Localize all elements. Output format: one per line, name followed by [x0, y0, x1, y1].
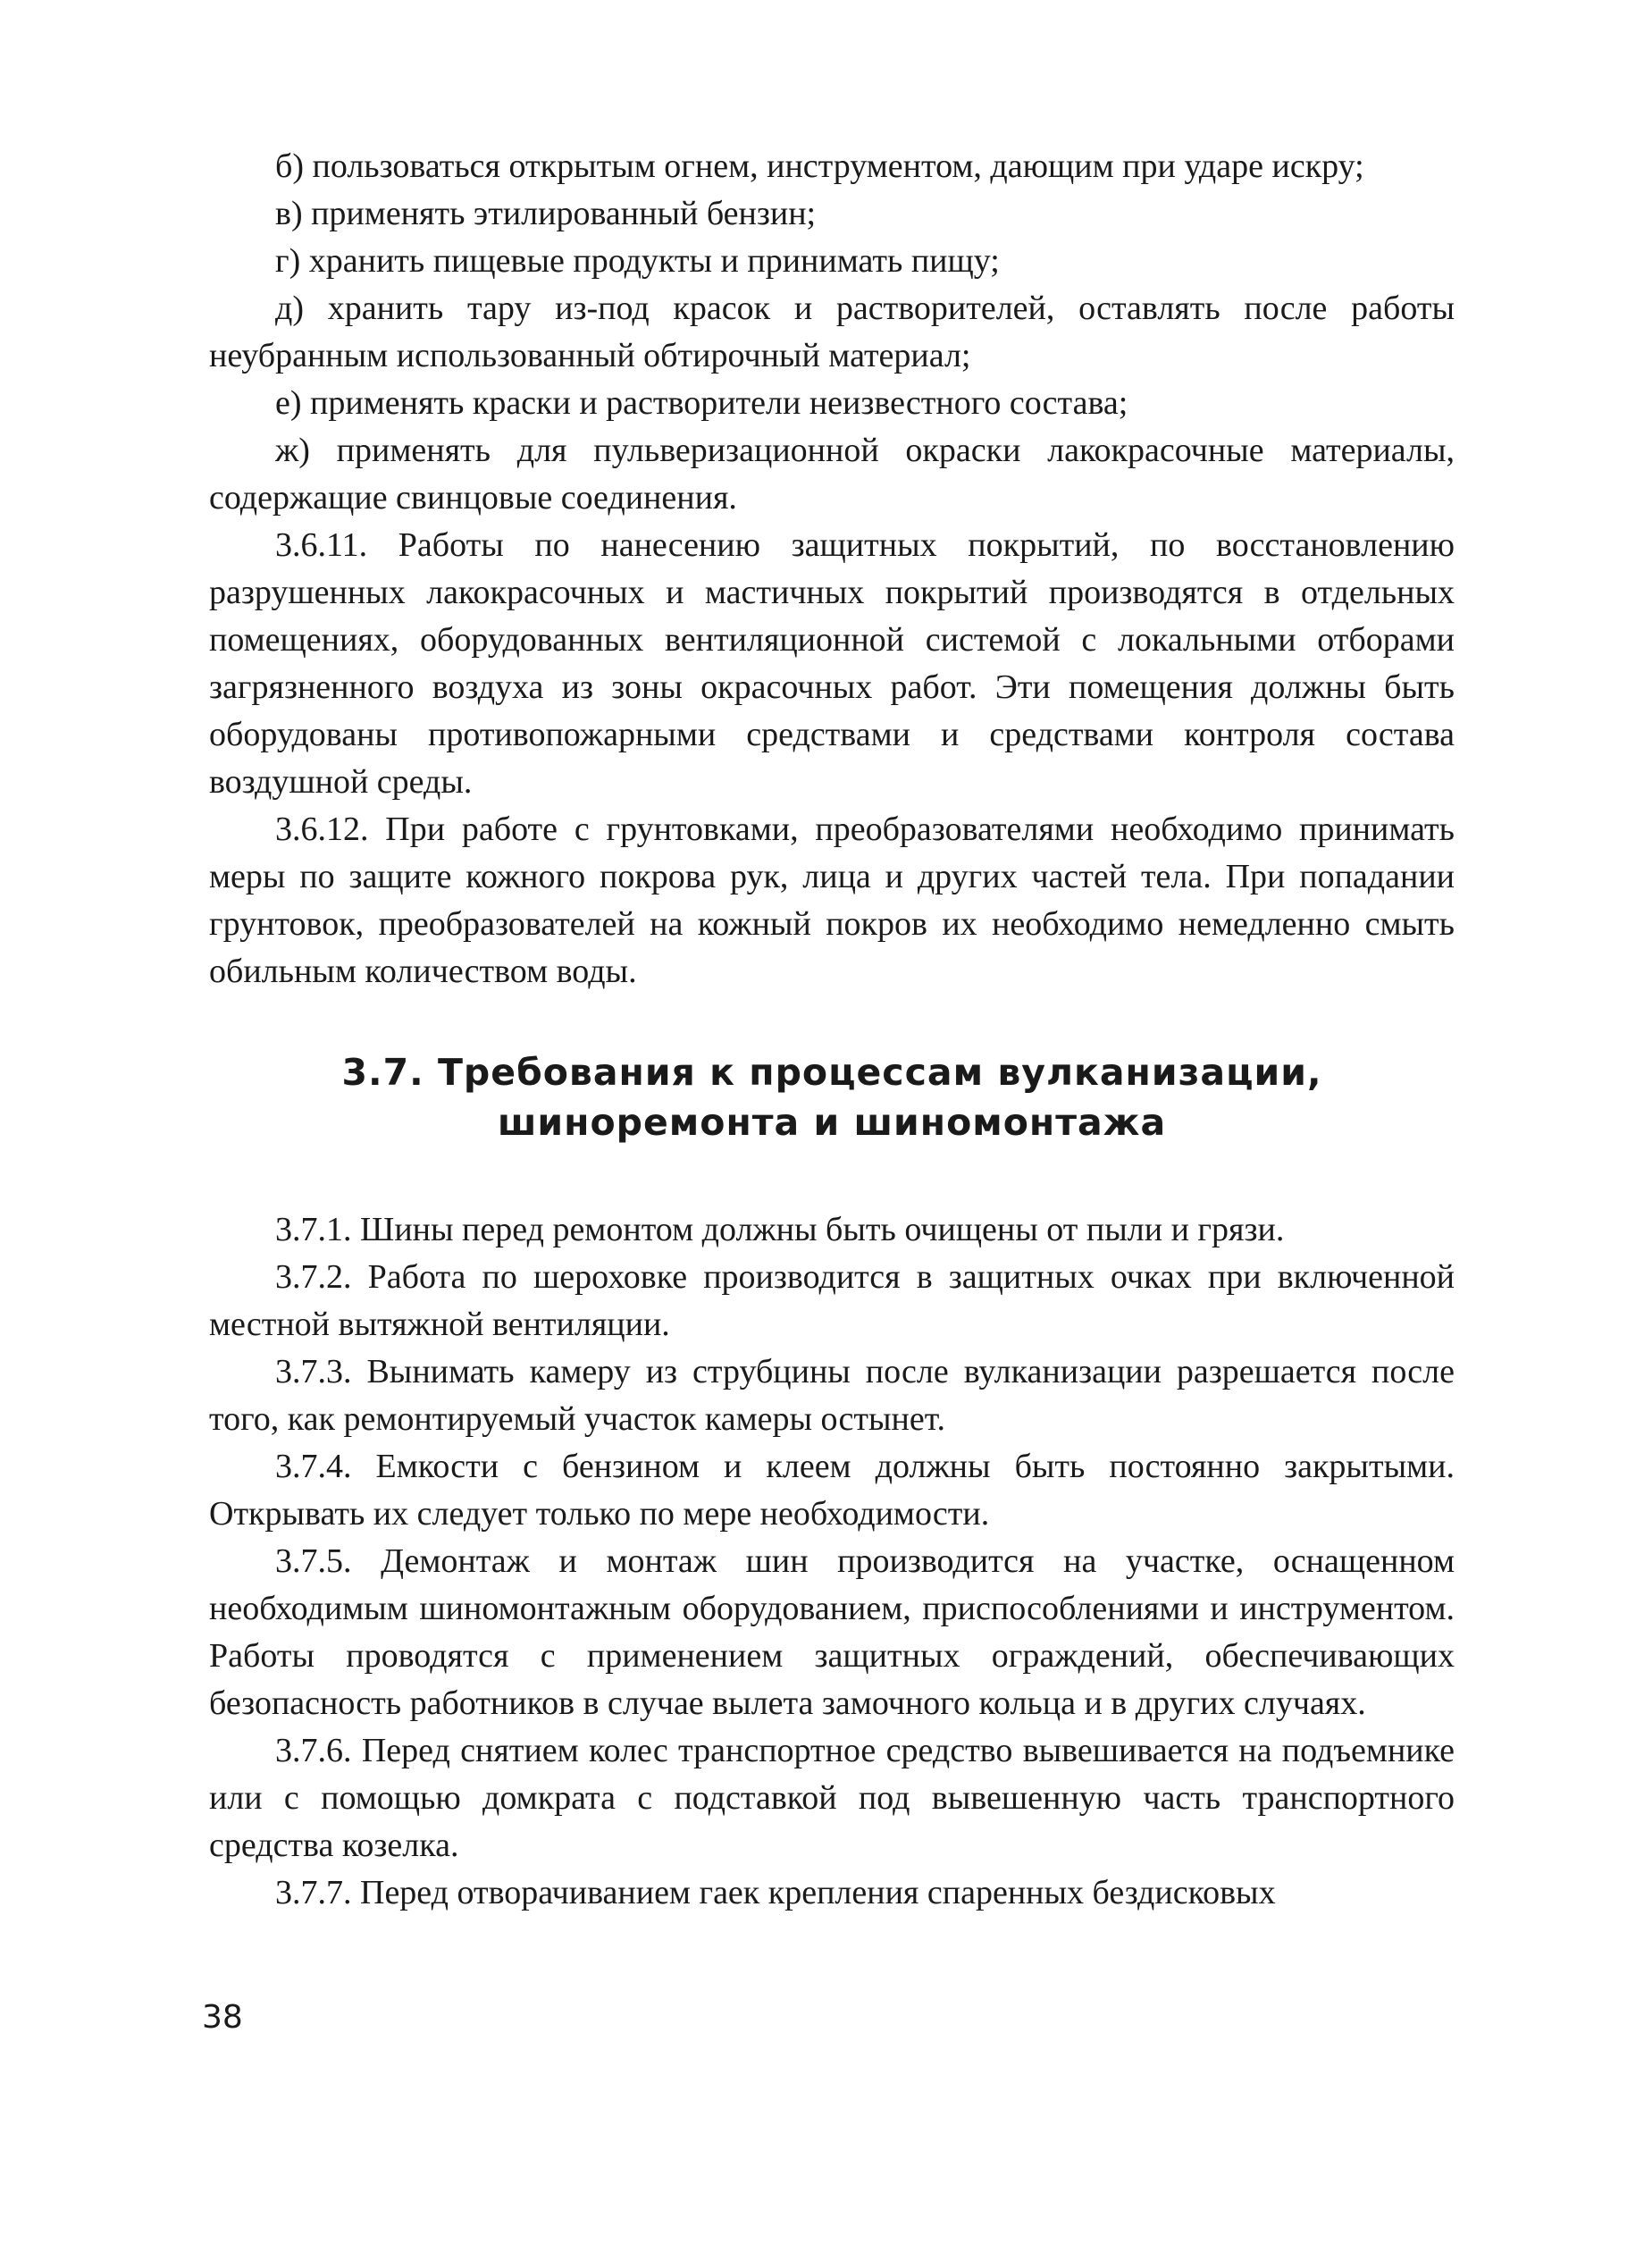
section-heading-line-2: шиноремонта и шиномонтажа [497, 1101, 1167, 1144]
paragraph-3-7-3: 3.7.3. Вынимать камеру из струбцины после вулканизации разрешается после того, как ремонтируемый участок камеры остынет. [209, 1353, 1455, 1438]
paragraph-e: е) применять краски и растворители неизвестного состава; [275, 384, 1128, 422]
paragraph-3-7-4: 3.7.4. Емкости с бензином и клеем должны быть постоянно закрытыми. Открывать их следует только по мере необходимости. [209, 1448, 1455, 1533]
page-number: 38 [202, 1999, 243, 2036]
section-heading-line-1: 3.7. Требования к процессам вулканизации, [341, 1051, 1322, 1094]
paragraph-3-6-12: 3.6.12. При работе с грунтовками, преобразователями необходимо принимать меры по защите кожного покрова рук, лица и других частей тела. При попадании грунтовок, преобразователей на кожный покров их необходимо немедленно смыть обильным количеством воды. [209, 811, 1455, 990]
paragraph-3-7-1: 3.7.1. Шины перед ремонтом должны быть очищены от пыли и грязи. [275, 1211, 1285, 1248]
paragraph-3-7-6: 3.7.6. Перед снятием колес транспортное средство вывешивается на подъемнике или с помощью домкрата с подставкой под вывешенную часть транспортного средства козелка. [209, 1732, 1455, 1864]
paragraph-3-7-2: 3.7.2. Работа по шероховке производится в защитных очках при включенной местной вытяжной вентиляции. [209, 1258, 1455, 1343]
paragraph-3-6-11: 3.6.11. Работы по нанесению защитных покрытий, по восстановлению разрушенных лакокрасочных и мастичных покрытий производятся в отдельных помещениях, оборудованных вентиляционной системой с локальными отборами загрязненного воздуха из зоны окрасочных работ. Эти помещения должны быть оборудованы противопожарными средствами и средствами контроля состава воздушной среды. [209, 526, 1455, 801]
paragraph-g: г) хранить пищевые продукты и принимать пищу; [275, 242, 1000, 280]
paragraph-zh: ж) применять для пульверизационной окраски лакокрасочные материалы, содержащие свинцовые соединения. [209, 432, 1455, 517]
section-heading [209, 1047, 1455, 1147]
paragraph-v: в) применять этилированный бензин; [275, 195, 817, 232]
paragraph-d: д) хранить тару из-под красок и растворителей, оставлять после работы неубранным использованный обтирочный материал; [209, 290, 1455, 374]
body-text [209, 143, 1455, 1917]
paragraph-3-7-7: 3.7.7. Перед отворачиванием гаек крепления спаренных бездисковых [275, 1874, 1276, 1911]
paragraph-3-7-5: 3.7.5. Демонтаж и монтаж шин производится на участке, оснащенном необходимым шиномонтажным оборудованием, приспособлениями и инструментом. Работы проводятся с применением защитных ограждений, обеспечивающих безопасность работников в случае вылета замочного кольца и в других случаях. [209, 1542, 1455, 1722]
paragraph-b: б) пользоваться открытым огнем, инструментом, дающим при ударе искру; [275, 147, 1364, 185]
